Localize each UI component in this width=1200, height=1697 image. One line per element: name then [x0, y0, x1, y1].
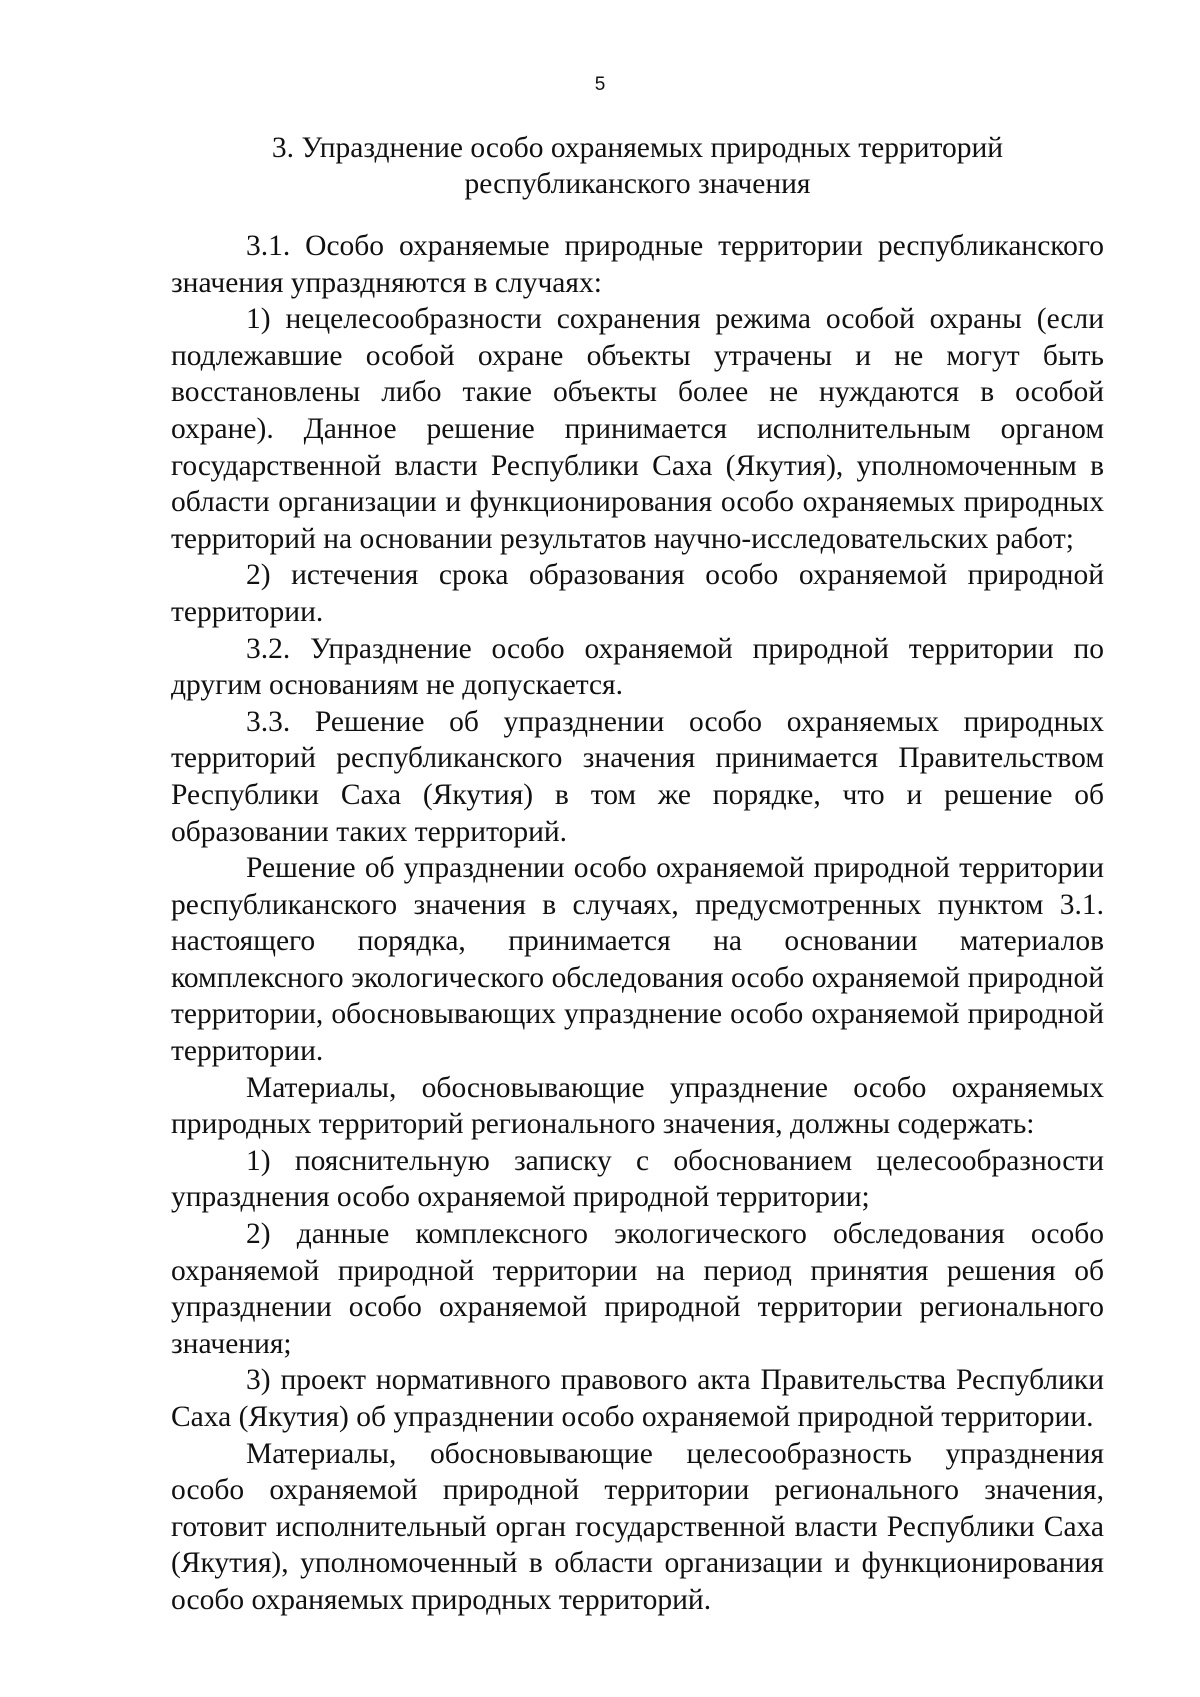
section-heading: [170, 130, 1105, 202]
paragraph-materials-item-3: 3) проект нормативного правового акта Правительства Республики Саха (Якутия) об упразднении особо охраняемой природной территории.: [171, 1364, 1104, 1433]
paragraph-materials-contents: Материалы, обосновывающие упразднение особо охраняемых природных территорий регионального значения, должны содержать:: [171, 1071, 1104, 1141]
paragraph-decision: Решение об упразднении особо охраняемой природной территории республиканского значения в случаях, предусмотренных пунктом 3.1. настоящего порядка, принимается на основании материалов комплексного экологического обследования особо охраняемой природной территории, обосновывающих упразднение особо охраняемой природной территории.: [171, 852, 1104, 1068]
paragraph-3-2: 3.2. Упразднение особо охраняемой природной территории по другим основаниям не допускается.: [171, 632, 1104, 702]
section-heading-line-1: 3. Упразднение особо охраняемых природных территорий: [271, 132, 1004, 164]
page-number: 5: [594, 74, 606, 95]
paragraph-3-3: 3.3. Решение об упразднении особо охраняемых природных территорий республиканского значения принимается Правительством Республики Саха (Якутия) в том же порядке, что и решение об образовании таких территорий.: [171, 705, 1104, 848]
paragraph-3-1: 3.1. Особо охраняемые природные территории республиканского значения упраздняются в случаях:: [171, 230, 1104, 299]
document-body: [171, 228, 1104, 1619]
section-heading-line-2: республиканского значения: [464, 168, 811, 200]
paragraph-materials-item-1: 1) пояснительную записку с обоснованием целесообразности упразднения особо охраняемой природной территории;: [171, 1144, 1104, 1214]
paragraph-materials-item-2: 2) данные комплексного экологического обследования особо охраняемой природной территории на период принятия решения об упразднении особо охраняемой природной территории регионального значения;: [171, 1218, 1104, 1360]
paragraph-3-1-item-1: 1) нецелесообразности сохранения режима особой охраны (если подлежавшие особой охране объекты утрачены и не могут быть восстановлены либо такие объекты более не нуждаются в особой охране). Данное решение принимается исполнительным органом государственной власти Республики Саха (Якутия), уполномоченным в области организации и функционирования особо охраняемых природных территорий на основании результатов научно-исследовательских работ;: [171, 303, 1104, 555]
paragraph-materials-preparer: Материалы, обосновывающие целесообразность упразднения особо охраняемой природной территории регионального значения, готовит исполнительный орган государственной власти Республики Саха (Якутия), уполномоченный в области организации и функционирования особо охраняемых природных территорий.: [171, 1437, 1104, 1616]
paragraph-3-1-item-2: 2) истечения срока образования особо охраняемой природной территории.: [171, 559, 1104, 628]
